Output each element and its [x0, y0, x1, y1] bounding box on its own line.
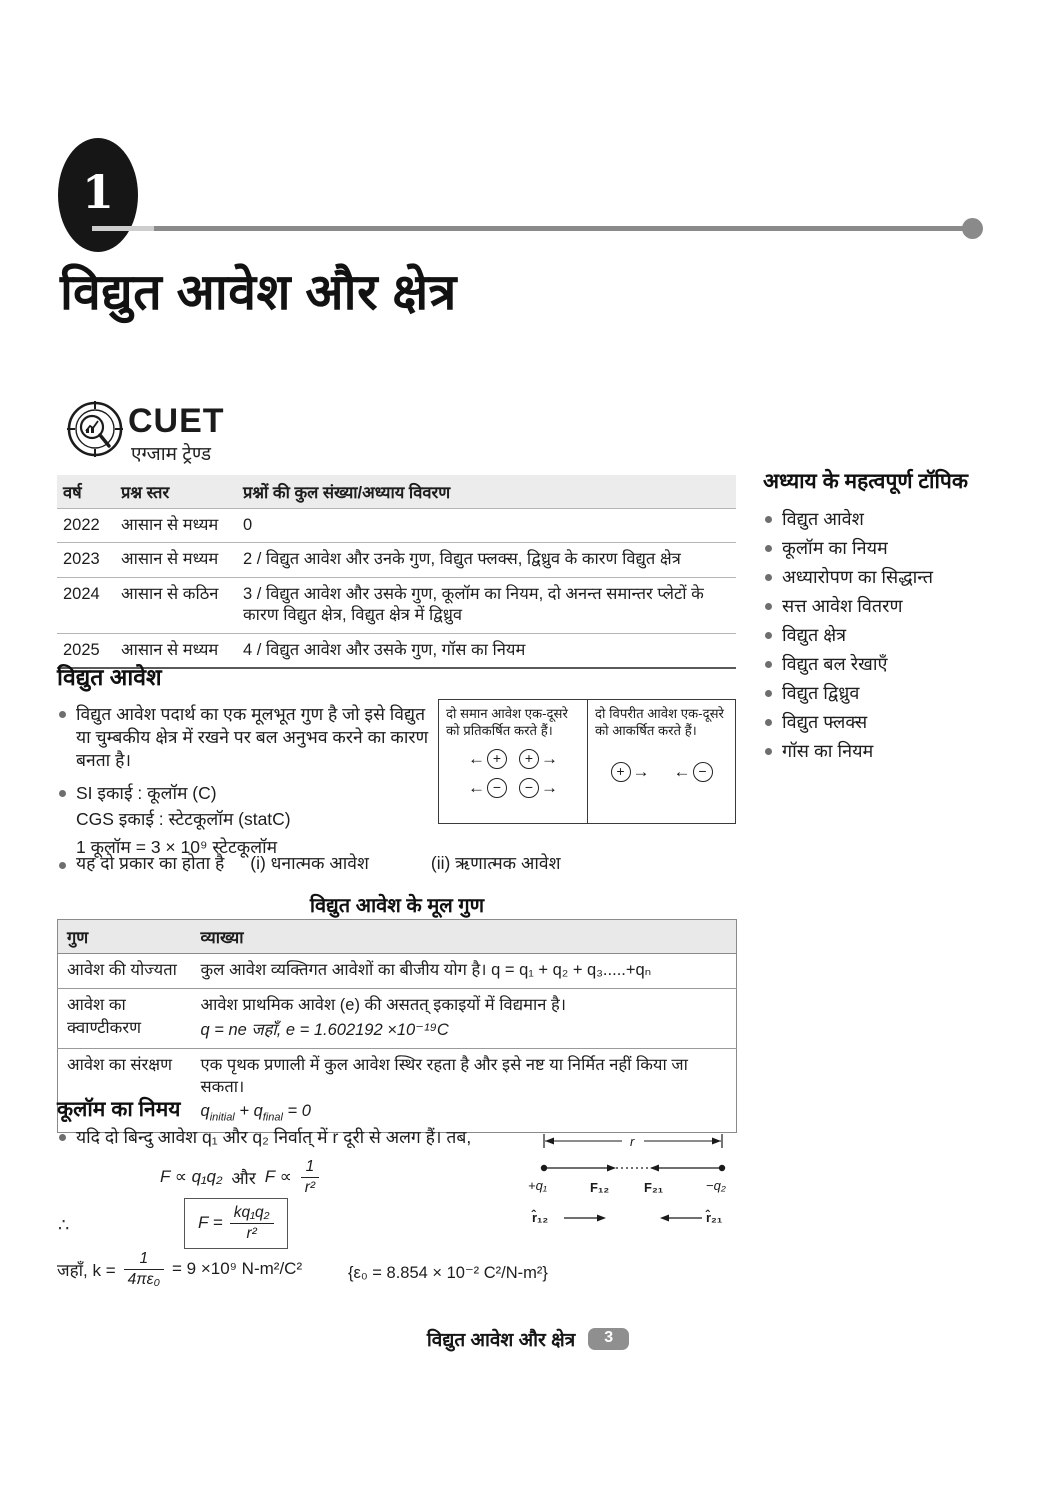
property-name: आवेश का संरक्षण [58, 1048, 192, 1133]
formula-sub: final [262, 1111, 283, 1124]
cuet-logo-text: CUET [128, 402, 225, 440]
property-explanation [192, 989, 737, 1049]
formula-sub: initial [209, 1111, 235, 1124]
constant-k-line [57, 1250, 302, 1289]
props-col-explanation: व्याख्या [192, 920, 737, 954]
trend-header-row [57, 475, 736, 509]
coulomb-law-heading: कूलॉम का निमय [57, 1098, 181, 1121]
bullet-icon [765, 574, 772, 581]
measure-arrowhead-right [712, 1138, 721, 1145]
trend-col-level: प्रश्न स्तर [115, 475, 237, 509]
coulomb-force-diagram [524, 1120, 742, 1232]
cuet-target-magnifier-icon [66, 400, 124, 458]
unit-vector-r12-label: r̂₁₂ [532, 1210, 549, 1225]
charge-definition-text: विद्युत आवेश पदार्थ का एक मूलभूत गुण है जो इसे विद्युत या चुम्बकीय क्षेत्र में रखने पर बल अनुभव करने का कारण बनता है। [76, 704, 429, 771]
proportionality-line [160, 1158, 319, 1197]
charge-units [57, 782, 439, 859]
list-item [763, 505, 1005, 534]
topic-label: अध्यारोपण का सिद्धान्त [782, 567, 934, 587]
trend-year: 2022 [63, 516, 100, 534]
positive-charge-icon: + [519, 749, 539, 769]
topic-label: विद्युत क्षेत्र [782, 625, 847, 645]
trend-year: 2024 [57, 577, 115, 633]
trend-col-detail: प्रश्नों की कुल संख्या/अध्याय विवरण [237, 475, 736, 509]
table-row [57, 543, 736, 577]
positive-charge-icon: + [611, 762, 631, 782]
conversion-line: 1 कूलॉम = 3 × 10⁹ स्टेटकूलॉम [76, 837, 278, 858]
arrow-left-icon: ← [468, 749, 485, 769]
bullet-icon [765, 632, 772, 639]
trend-year: 2025 [57, 633, 115, 668]
formula-part: + q [234, 1102, 263, 1121]
bullet-icon [59, 790, 66, 797]
unlike-charges-cell [588, 700, 735, 823]
section-heading: विद्युत आवेश [57, 664, 162, 690]
list-item [763, 534, 1005, 563]
negative-charge-icon: − [519, 778, 539, 798]
rule-end-dot [962, 218, 983, 239]
where-text: जहाँ, k = [57, 1260, 116, 1280]
topic-label: कूलॉम का नियम [782, 538, 888, 558]
cgs-unit-line: CGS इकाई : स्टेटकूलॉम (statC) [76, 809, 291, 830]
charge-units-text [76, 782, 291, 859]
inverse-square-fraction [301, 1158, 319, 1197]
topic-label: गॉस का नियम [782, 741, 874, 761]
kinds-text: यह दो प्रकार का होता है [76, 853, 225, 873]
list-item [763, 563, 1005, 592]
unlike-charges-text: दो विपरीत आवेश एक-दूसरे को आकर्षित करते हैं। [595, 706, 724, 738]
fraction-denominator: r² [246, 1224, 257, 1242]
trend-level: आसान से मध्यम [115, 633, 237, 668]
k-value: = 9 ×10⁹ N-m²/C² [172, 1259, 303, 1279]
r12-arrowhead [597, 1215, 606, 1222]
negative-charge-icon: − [487, 778, 507, 798]
k-fraction [124, 1250, 164, 1289]
unit-vector-r21-label: r̂₂₁ [706, 1210, 723, 1225]
charge-kinds-line [57, 851, 677, 875]
arrow-left-icon: ← [673, 762, 691, 782]
chapter-title: विद्युत आवेश और क्षेत्र [60, 264, 457, 320]
footer-chapter-label: विद्युत आवेश और क्षेत्र [426, 1330, 576, 1351]
like-charges-cell [439, 700, 588, 823]
force-f21-label: F₂₁ [644, 1180, 664, 1195]
table-row [58, 954, 737, 989]
cuet-logo-subtitle: एग्जाम ट्रेण्ड [131, 444, 212, 465]
positive-charge-icon: + [487, 749, 507, 769]
force-f12-label: F₁₂ [590, 1180, 610, 1195]
list-item [763, 708, 1005, 737]
measure-arrowhead-left [545, 1138, 554, 1145]
bullet-icon [765, 603, 772, 610]
coulomb-statement-text: यदि दो बिन्दु आवेश q₁ और q₂ निर्वात् में r दूरी से अलग हैं। तब, [76, 1127, 472, 1147]
epsilon-note: {ε₀ = 8.854 × 10⁻² C²/N-m²} [348, 1264, 548, 1282]
fraction-numerator: kq₁q₂ [230, 1204, 274, 1224]
chapter-number: 1 [81, 165, 114, 219]
force-charge-relation: F ∝ q₁q₂ [160, 1167, 223, 1187]
bullet-icon [765, 516, 772, 523]
fraction-denominator: r² [304, 1178, 316, 1196]
coulomb-statement [57, 1126, 547, 1149]
bullet-icon [59, 711, 66, 718]
props-col-property: गुण [58, 920, 192, 954]
trend-level: आसान से कठिन [115, 577, 237, 633]
property-name: आवेश का क्वाण्टीकरण [58, 989, 192, 1049]
minus-q2-label: −q₂ [706, 1178, 726, 1193]
chapter-header-rule [150, 226, 972, 231]
trend-level: आसान से मध्यम [121, 516, 219, 534]
trend-col-year: वर्ष [57, 475, 115, 509]
rule-light-segment [92, 226, 154, 231]
kind-positive: (i) धनात्मक आवेश [250, 853, 369, 873]
props-header-row [58, 920, 737, 954]
topic-label: विद्युत बल रेखाएँ [782, 654, 888, 674]
arrow-right-icon: → [632, 762, 650, 782]
repulsion-diagram-negative [446, 778, 580, 798]
table-row [57, 577, 736, 633]
plus-q1-label: +q₁ [528, 1178, 547, 1193]
attraction-diagram [595, 762, 728, 782]
list-item [763, 679, 1005, 708]
formula-part: = 0 [282, 1102, 311, 1121]
arrow-right-icon: → [541, 749, 558, 769]
important-topics-panel [763, 467, 1005, 766]
bullet-icon [765, 748, 772, 755]
topic-label: विद्युत फ्लक्स [782, 712, 868, 732]
list-item [763, 621, 1005, 650]
distance-label: r [630, 1134, 635, 1149]
bullet-icon [765, 545, 772, 552]
chapter-number-circle [58, 138, 138, 252]
conservation-text: एक पृथक प्रणाली में कुल आवेश स्थिर रहता है और इसे नष्ट या निर्मित नहीं किया जा सकता। [200, 1055, 688, 1097]
quantization-formula: q = ne जहाँ, e = 1.602192 ×10⁻¹⁹C [200, 1020, 449, 1039]
trend-detail: 2 / विद्युत आवेश और उनके गुण, विद्युत फ्लक्स, द्विध्रुव के कारण विद्युत क्षेत्र [237, 543, 736, 577]
fraction-denominator: 4πε₀ [127, 1270, 161, 1288]
trend-level: आसान से मध्यम [115, 543, 237, 577]
bullet-icon [59, 1134, 66, 1141]
list-item [763, 650, 1005, 679]
property-name: आवेश की योज्यता [67, 961, 177, 979]
topic-label: विद्युत द्विध्रुव [782, 683, 860, 703]
arrow-right-icon: → [541, 778, 558, 798]
topic-label: सत्त आवेश वितरण [782, 596, 903, 616]
f21-arrowhead [650, 1165, 659, 1172]
electric-charge-section [57, 660, 439, 870]
coulomb-fraction [230, 1204, 274, 1243]
therefore-symbol: ∴ [58, 1215, 70, 1235]
force-distance-relation: F ∝ [264, 1167, 292, 1187]
like-charges-text: दो समान आवेश एक-दूसरे को प्रतिकर्षित करते हैं। [446, 706, 568, 738]
bullet-icon [765, 661, 772, 668]
list-item [763, 592, 1005, 621]
trend-year: 2023 [57, 543, 115, 577]
arrow-left-icon: ← [468, 778, 485, 798]
exam-trend-table [57, 475, 736, 669]
properties-table-title: विद्युत आवेश के मूल गुण [309, 895, 485, 917]
coulomb-formula-box [184, 1198, 288, 1249]
bullet-icon [765, 719, 772, 726]
list-item [763, 737, 1005, 766]
charge-definition [57, 703, 439, 772]
quantization-text: आवेश प्राथमिक आवेश (e) की असतत् इकाइयों में विद्यमान है। [200, 996, 566, 1015]
bullet-icon [59, 862, 66, 869]
formula-lhs: F = [198, 1213, 223, 1233]
si-unit-line: SI इकाई : कूलॉम (C) [76, 783, 217, 804]
page-footer [0, 1326, 1056, 1352]
repulsion-diagram-positive [446, 749, 580, 769]
trend-detail: 4 / विद्युत आवेश और उसके गुण, गॉस का नियम [237, 633, 736, 668]
topics-title: अध्याय के महत्वपूर्ण टॉपिक [763, 470, 968, 493]
fraction-numerator: 1 [124, 1250, 164, 1270]
negative-charge-icon: − [693, 762, 713, 782]
bullet-icon [765, 690, 772, 697]
property-explanation: कुल आवेश व्यक्तिगत आवेशों का बीजीय योग है। q = q₁ + q₂ + q₃.....+qₙ [200, 961, 652, 979]
table-row [57, 509, 736, 543]
table-row [58, 989, 737, 1049]
page-number-badge: 3 [588, 1328, 629, 1350]
trend-detail: 3 / विद्युत आवेश और उसके गुण, कूलॉम का नियम, दो अनन्त समान्तर प्लेटों के कारण विद्युत क्षेत्र, विद्युत क्षेत्र में द्विध्रुव [237, 577, 736, 633]
fraction-numerator: 1 [301, 1158, 319, 1178]
trend-detail: 0 [243, 516, 253, 534]
formula-part: q [200, 1102, 210, 1121]
r21-arrowhead [660, 1215, 669, 1222]
f12-arrowhead [607, 1165, 616, 1172]
and-word: और [231, 1168, 256, 1188]
charge-interaction-box [438, 699, 736, 824]
kind-negative: (ii) ऋणात्मक आवेश [430, 853, 561, 873]
topic-label: विद्युत आवेश [782, 509, 864, 529]
